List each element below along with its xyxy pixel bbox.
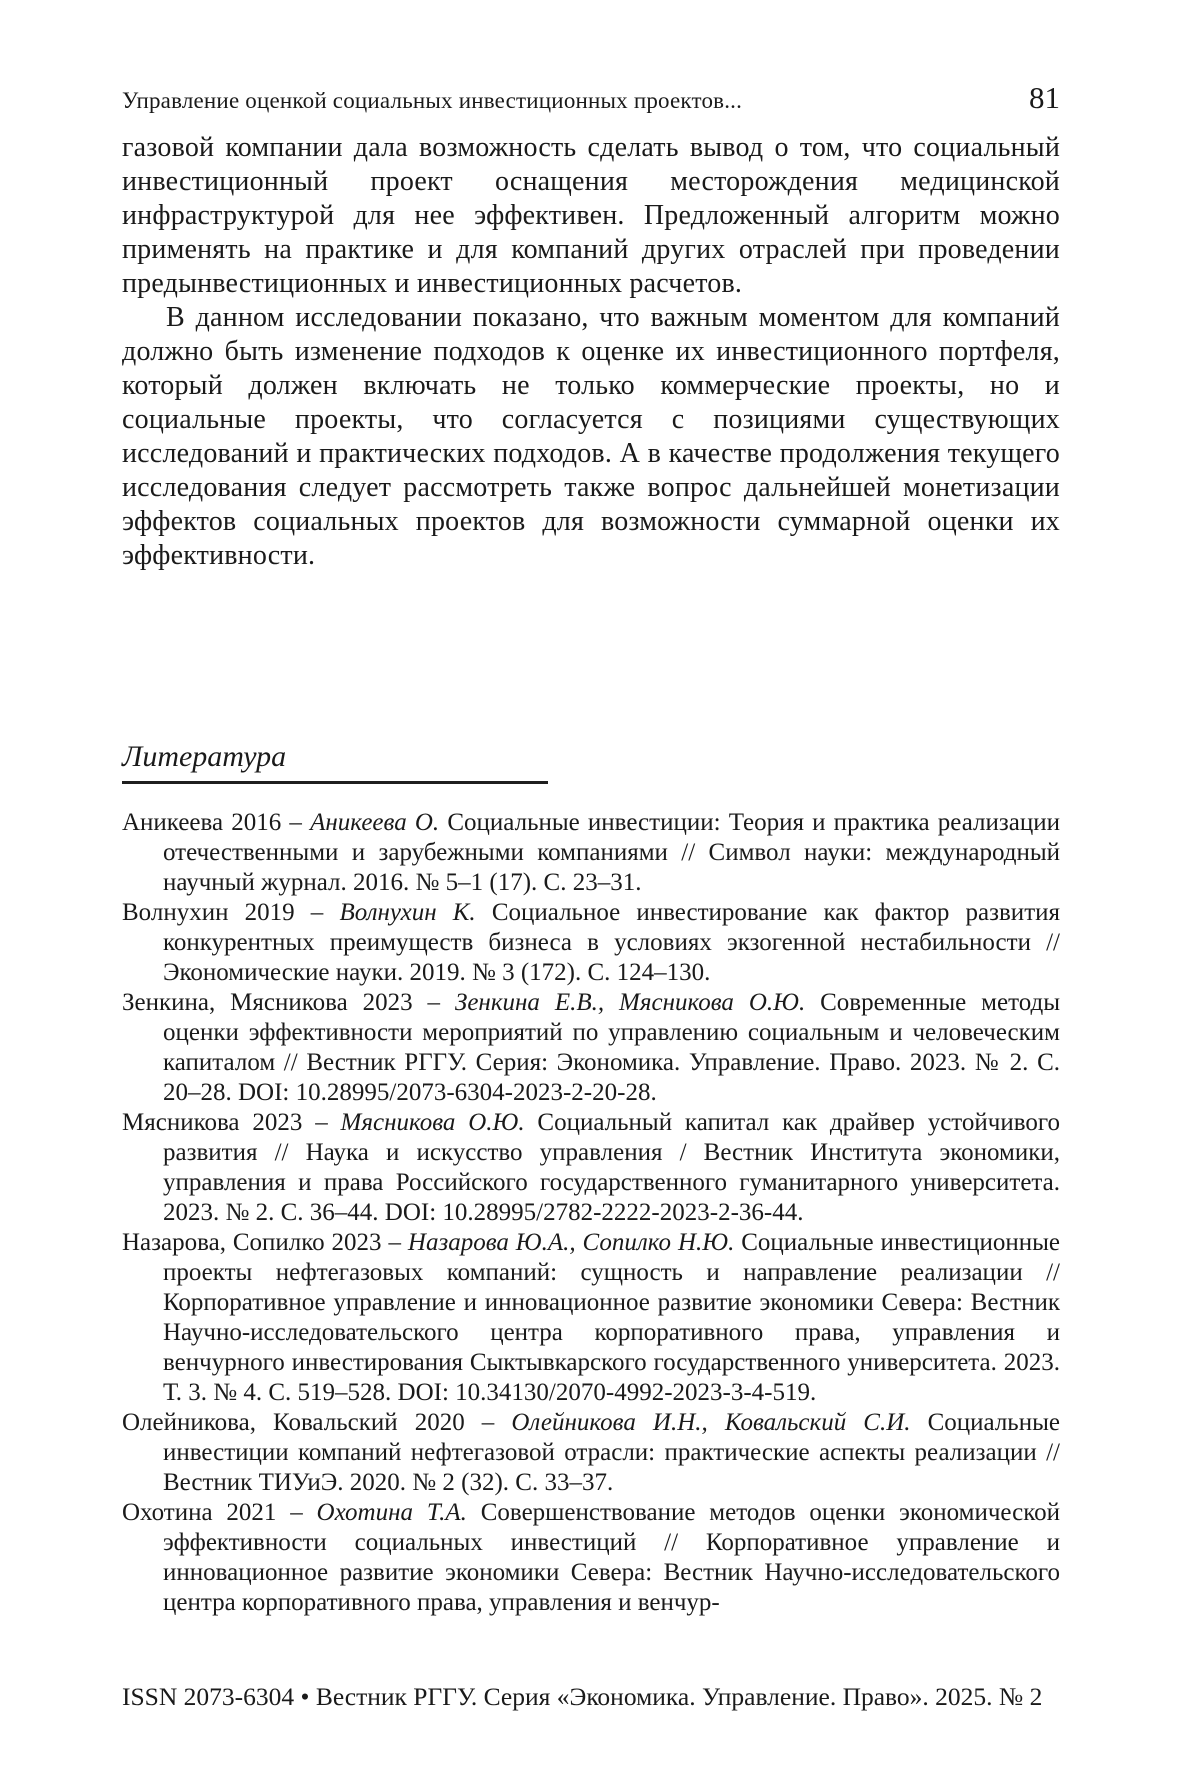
reference-authors: Охотина Т.А.: [316, 1499, 467, 1526]
reference-label: Зенкина, Мясникова 2023 –: [122, 989, 455, 1016]
reference-entry: [122, 1498, 1060, 1618]
reference-text: Социальное инвестирование как фактор развития конкурентных преимуществ бизнеса в условиях экзогенной нестабильности // Экономические науки. 2019. № 3 (172). С. 124–130.: [163, 899, 1060, 986]
reference-text: Социальные инвестиции: Теория и практика реализации отечественными и зарубежными компаниями // Символ науки: международный научный журнал. 2016. № 5–1 (17). С. 23–31.: [163, 809, 1060, 896]
reference-entry: [122, 1228, 1060, 1408]
references-section: [122, 740, 1060, 1618]
reference-entry: [122, 898, 1060, 988]
reference-authors: Аникеева О.: [310, 809, 440, 836]
reference-text: Современные методы оценки эффективности мероприятий по управлению социальным и человеческим капиталом // Вестник РГГУ. Серия: Экономика. Управление. Право. 2023. № 2. С. 20–28. DOI: 10.28995/2073-6304-2023-2-20-28.: [163, 989, 1060, 1106]
reference-text: Совершенствование методов оценки экономической эффективности социальных инвестиций // Корпоративное управление и инновационное развитие экономики Севера: Вестник Научно-исследовательского центра корпоративного права, управления и венчур-: [163, 1499, 1060, 1616]
reference-label: Назарова, Сопилко 2023 –: [122, 1229, 408, 1256]
reference-text: Социальные инвестиции компаний нефтегазовой отрасли: практические аспекты реализации // Вестник ТИУиЭ. 2020. № 2 (32). С. 33–37.: [163, 1409, 1060, 1496]
body-paragraph-1: газовой компании дала возможность сделать вывод о том, что социальный инвестиционный проект оснащения месторождения медицинской инфраструктурой для нее эффективен. Предложенный алгоритм можно применять на практике и для компаний других отраслей при проведении предынвестиционных и инвестиционных расчетов.: [122, 132, 1060, 299]
footer-text: ISSN 2073-6304 • Вестник РГГУ. Серия «Экономика. Управление. Право». 2025. № 2: [122, 1682, 1043, 1711]
reference-entry: [122, 988, 1060, 1108]
reference-entry: [122, 1408, 1060, 1498]
reference-authors: Зенкина Е.В., Мясникова О.Ю.: [454, 989, 806, 1016]
reference-label: Мясникова 2023 –: [122, 1109, 341, 1136]
reference-entry: [122, 808, 1060, 898]
reference-entry: [122, 1108, 1060, 1228]
reference-label: Волнухин 2019 –: [122, 899, 340, 926]
references-heading-rule: [122, 781, 548, 784]
reference-authors: Олейникова И.Н., Ковальский С.И.: [511, 1409, 911, 1436]
running-header: [122, 80, 1060, 116]
running-header-title: Управление оценкой социальных инвестиционных проектов...: [122, 88, 743, 113]
references-list: [122, 808, 1060, 1618]
reference-authors: Назарова Ю.А., Сопилко Н.Ю.: [407, 1229, 735, 1256]
article-body: [122, 131, 1060, 573]
page-number: 81: [1029, 80, 1060, 115]
references-heading: Литература: [122, 740, 287, 773]
reference-label: Охотина 2021 –: [122, 1499, 317, 1526]
reference-label: Олейникова, Ковальский 2020 –: [122, 1409, 512, 1436]
reference-text: Социальные инвестиционные проекты нефтегазовых компаний: сущность и направление реализации // Корпоративное управление и инновационное развитие экономики Севера: Вестник Научно-исследовательского центра корпоративного права, управления и венчурного инвестирования Сыктывкарского государственного университета. 2023. Т. 3. № 4. С. 519–528. DOI: 10.34130/2070-4992-2023-3-4-519.: [163, 1229, 1061, 1406]
reference-authors: Мясникова О.Ю.: [340, 1109, 525, 1136]
page-footer: [122, 1682, 1060, 1712]
reference-text: Социальный капитал как драйвер устойчивого развития // Наука и искусство управления / Вестник Института экономики, управления и права Российского государственного гуманитарного университета. 2023. № 2. С. 36–44. DOI: 10.28995/2782-2222-2023-2-36-44.: [163, 1109, 1060, 1226]
body-paragraph-2: В данном исследовании показано, что важным моментом для компаний должно быть изменение подходов к оценке их инвестиционного портфеля, который должен включать не только коммерческие проекты, но и социальные проекты, что согласуется с позициями существующих исследований и практических подходов. А в качестве продолжения текущего исследования следует рассмотреть также вопрос дальнейшей монетизации эффектов социальных проектов для возможности суммарной оценки их эффективности.: [122, 302, 1060, 571]
reference-authors: Волнухин К.: [339, 899, 476, 926]
reference-label: Аникеева 2016 –: [122, 809, 311, 836]
